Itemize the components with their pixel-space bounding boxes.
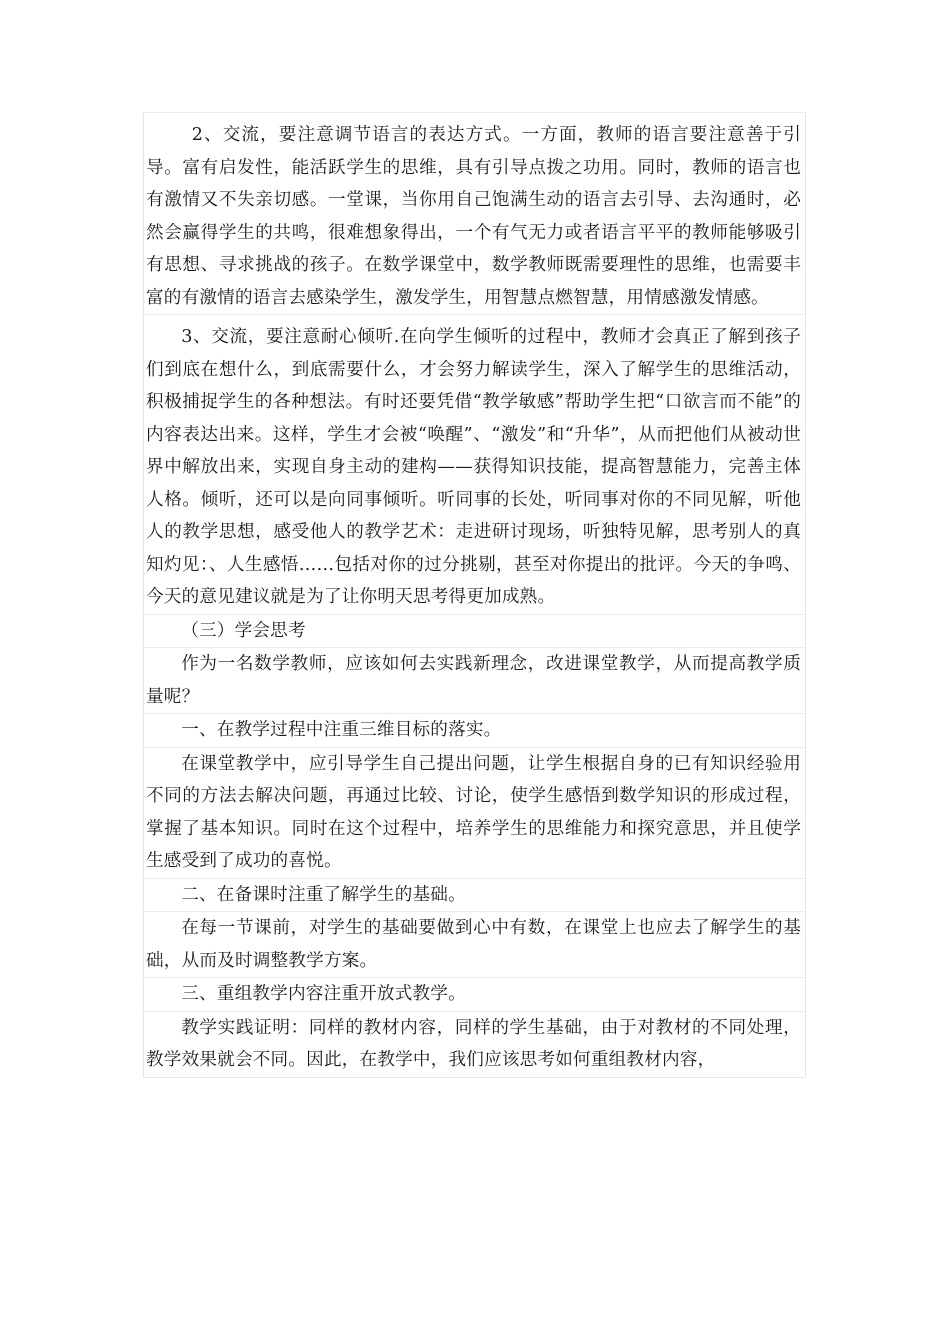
subheading-student-basis: 二、在备课时注重了解学生的基础。 xyxy=(181,884,466,905)
text-block xyxy=(143,314,806,614)
text-block xyxy=(143,713,806,747)
paragraph-classroom-teaching: 在课堂教学中，应引导学生自己提出问题，让学生根据自身的已有知识经验用不同的方法去解决问题，再通过比较、讨论，使学生感悟到数学知识的形成过程，掌握了基本知识。同时在这个过程中，培养学生的思维能力和探究意思，并且使学生感受到了成功的喜悦。 xyxy=(146,753,801,871)
subheading-three-dimensional-goals: 一、在教学过程中注重三维目标的落实。 xyxy=(181,720,502,740)
text-block xyxy=(143,977,806,1011)
paragraph-language-expression: 2、交流，要注意调节语言的表达方式。一方面，教师的语言要注意善于引导。富有启发性，能活跃学生的思维，具有引导点拨之功用。同时，教师的语言也有激情又不失亲切感。一堂课，当你用自己饱满生动的语言去引导、去沟通时，必然会赢得学生的共鸣，很难想象得出，一个有气无力或者语言平平的教师能够吸引有思想、寻求挑战的孩子。在数学课堂中，数学教师既需要理性的思维，也需要丰富的有激情的语言去感染学生，激发学生，用智慧点燃智慧，用情感激发情感。 xyxy=(146,125,801,308)
text-block xyxy=(143,614,806,648)
paragraph-before-class: 在每一节课前，对学生的基础要做到心中有数，在课堂上也应去了解学生的基础，从而及时调整教学方案。 xyxy=(146,918,801,971)
text-block xyxy=(143,878,806,912)
paragraph-teaching-practice: 教学实践证明：同样的教材内容，同样的学生基础，由于对教材的不同处理，教学效果就会不同。因此，在教学中，我们应该思考如何重组教材内容， xyxy=(146,1017,801,1070)
text-block xyxy=(143,1011,806,1078)
text-block xyxy=(143,747,806,878)
text-block xyxy=(143,647,806,713)
document-body xyxy=(143,112,806,1078)
paragraph-question-intro: 作为一名数学教师，应该如何去实践新理念，改进课堂教学，从而提高教学质量呢？ xyxy=(146,654,801,707)
text-block xyxy=(143,112,806,314)
subheading-open-teaching: 三、重组教学内容注重开放式教学。 xyxy=(181,984,466,1004)
paragraph-patient-listening: 3、交流，要注意耐心倾听.在向学生倾听的过程中，教师才会真正了解到孩子们到底在想什么，到底需要什么，才会努力解读学生，深入了解学生的思维活动，积极捕捉学生的各种想法。有时还要凭借“教学敏感”帮助学生把“口欲言而不能”的内容表达出来。这样，学生才会被“唤醒”、“激发”和“升华”，从而把他们从被动世界中解放出来，实现自身主动的建构——获得知识技能，提高智慧能力，完善主体人格。倾听，还可以是向同事倾听。听同事的长处，听同事对你的不同见解，听他人的教学思想，感受他人的教学艺术：走进研讨现场，听独特见解，思考别人的真知灼见：、人生感悟……包括对你的过分挑剔，甚至对你提出的批评。今天的争鸣、今天的意见建议就是为了让你明天思考得更加成熟。 xyxy=(146,327,801,607)
section-heading-learn-to-think: （三）学会思考 xyxy=(181,620,306,641)
text-block xyxy=(143,911,806,977)
